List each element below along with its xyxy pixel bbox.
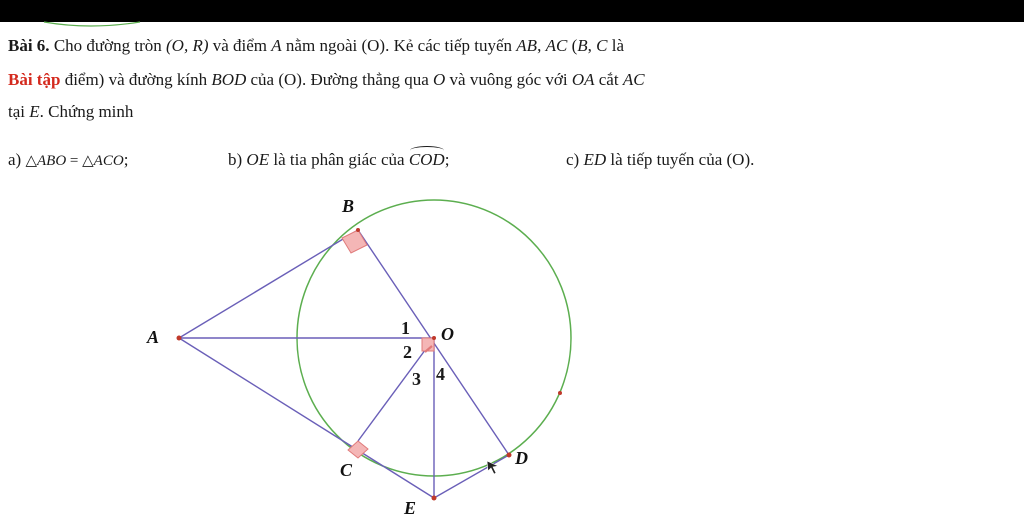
part-label: c) (566, 150, 584, 169)
angle-label-1: 1 (401, 318, 410, 338)
point-a-ref: A (271, 36, 282, 55)
text: là (607, 36, 624, 55)
text: ( (567, 36, 578, 55)
segment-ab-ref: AB (516, 36, 538, 55)
text: và vuông góc với (445, 70, 572, 89)
text: . Chứng minh (39, 102, 134, 121)
text: . Kẻ các tiếp tuyến (385, 36, 517, 55)
point-o-ref: O (433, 70, 446, 89)
circle-ref: (O) (726, 150, 751, 169)
angle-label-4: 4 (436, 364, 445, 384)
text: điểm) và đường kính (60, 70, 212, 89)
point-b-dot (356, 228, 360, 232)
part-label: b) (228, 150, 247, 169)
circle-ref: (O) (361, 36, 386, 55)
angle-label-2: 2 (403, 342, 412, 362)
text: tại (8, 102, 30, 121)
label-d: D (515, 448, 528, 468)
label-e: E (404, 498, 417, 517)
point-e-ref: E (29, 102, 40, 121)
text: nằm ngoài (281, 36, 362, 55)
point-e-dot (432, 496, 437, 501)
text: ; (444, 150, 450, 169)
point-on-circle-dot (558, 391, 562, 395)
tangent-ab (179, 230, 358, 338)
part-label: a) (8, 150, 26, 169)
segment-oc (358, 338, 434, 441)
label-o: O (441, 324, 454, 344)
point-o-dot (432, 336, 436, 340)
text: là tiếp tuyến của (606, 150, 727, 169)
angle-cod: COD (408, 150, 445, 169)
text: . (750, 150, 755, 169)
diameter-bod-ref: BOD (211, 70, 247, 89)
label-b: B (342, 196, 355, 216)
segment-ed-ref: ED (583, 150, 607, 169)
text: ; (123, 150, 129, 169)
right-angle-b (342, 230, 367, 253)
text: của (O). Đường thẳng qua (246, 70, 433, 89)
overlay-label: Bài tập (8, 70, 61, 89)
problem-title: Bài 6. (8, 36, 50, 55)
point-b-ref: B (577, 36, 588, 55)
segment-oa-ref: OA (571, 70, 595, 89)
text: và điểm (208, 36, 272, 55)
segment-ac-ref: AC (622, 70, 645, 89)
label-a: A (147, 327, 160, 347)
segment-ac-ref: AC (545, 36, 568, 55)
arc-top-left (44, 22, 140, 26)
point-d-dot (507, 453, 512, 458)
tangent-ac (179, 338, 434, 498)
ray-oe-ref: OE (246, 150, 270, 169)
label-c: C (340, 460, 353, 480)
text: , (537, 36, 546, 55)
text: là tia phân giác của (269, 150, 409, 169)
text: cắt (594, 70, 623, 89)
point-c-ref: C (596, 36, 608, 55)
triangle-abo: △ABO (25, 153, 67, 169)
point-a-dot (177, 336, 182, 341)
text: = (66, 153, 83, 169)
text: Cho đường tròn (49, 36, 166, 55)
triangle-aco: △ACO (82, 153, 124, 169)
segment-ed (434, 455, 509, 498)
text: , (587, 36, 597, 55)
circle-notation: (O, R) (166, 36, 209, 55)
angle-label-3: 3 (412, 369, 421, 389)
